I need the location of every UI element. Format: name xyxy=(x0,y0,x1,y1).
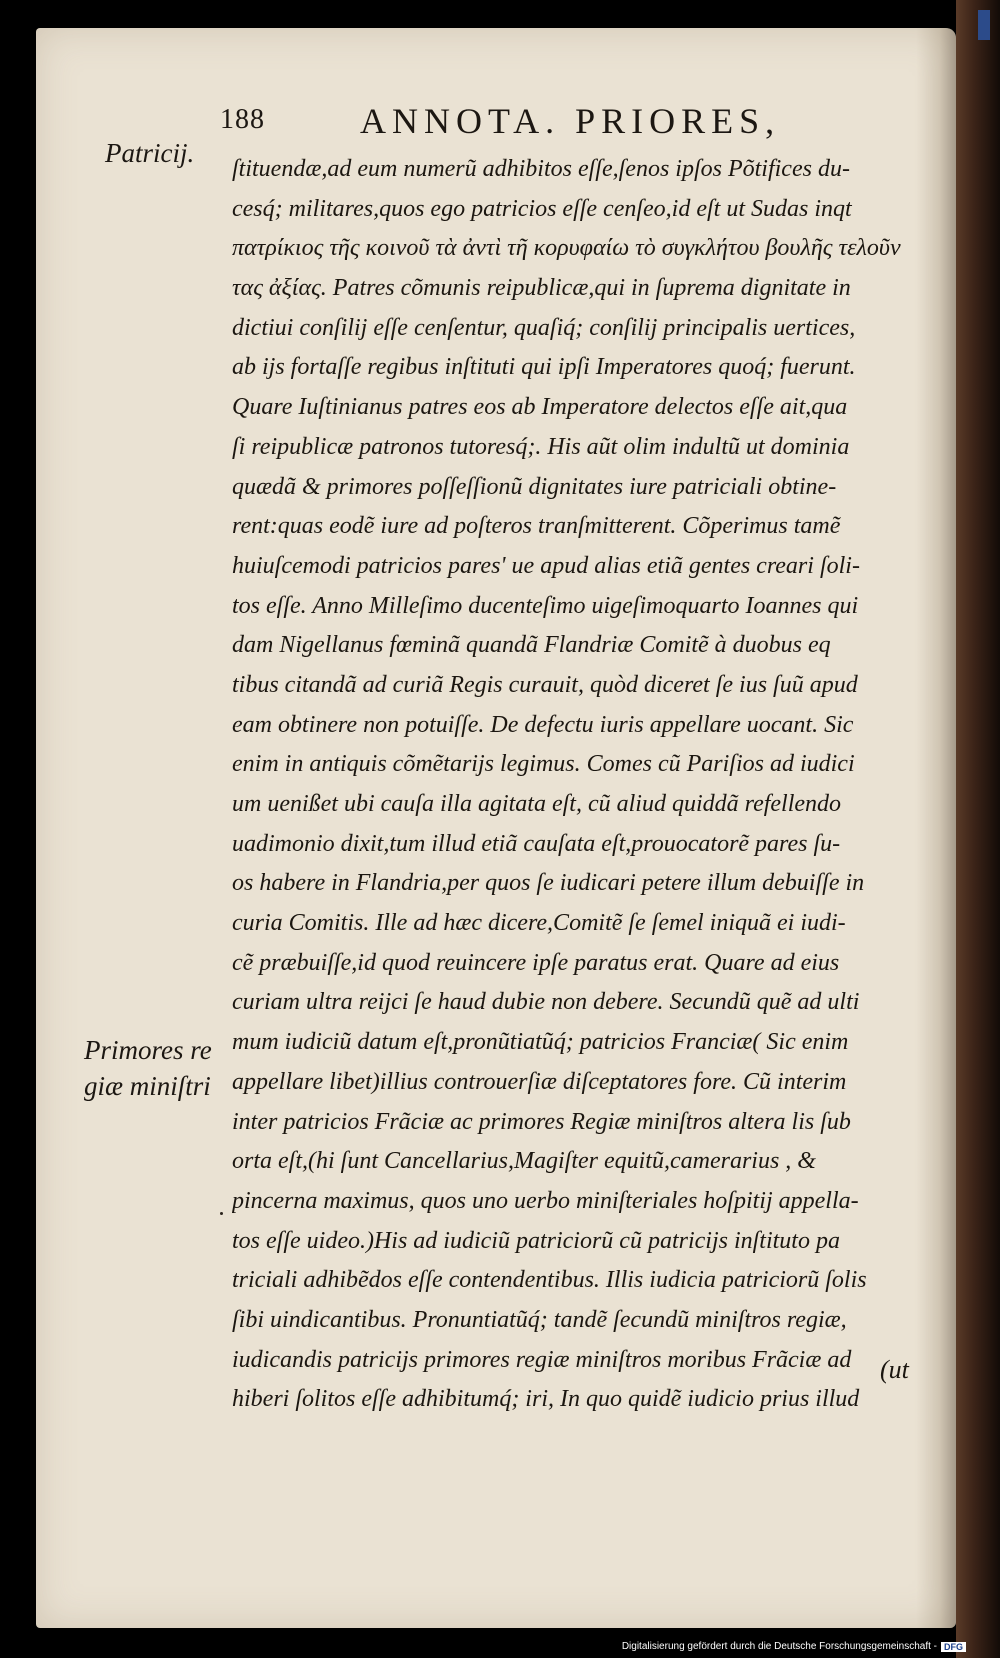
marginal-note-patricij: Patricij. xyxy=(105,138,195,168)
text-line: iudicandis patricijs primores regiæ miniſtros moribus Frãciæ ad xyxy=(232,1346,852,1373)
text-line: inter patricios Frãciæ ac primores Regiæ miniſtros altera lis ſub xyxy=(232,1108,851,1135)
text-line: um uenißet ubi cauſa illa agitata eſt, cũ aliud quiddã refellendo xyxy=(232,791,842,817)
running-head xyxy=(220,100,920,140)
catchword: (ut xyxy=(880,1355,909,1384)
text-line: hiberi ſolitos eſſe adhibitumq́; iri, In quo quidẽ iudicio prius illud xyxy=(232,1386,860,1413)
body-text xyxy=(232,150,952,1420)
text-line: curia Comitis. Ille ad hæc dicere,Comitẽ ſe ſemel iniquã ei iudi- xyxy=(232,910,846,937)
text-line: os habere in Flandria,per quos ſe iudicari petere illum debuiſſe in xyxy=(232,870,865,897)
stray-ink-mark xyxy=(220,1212,223,1215)
marginal-note-ministri: giæ miniſtri xyxy=(84,1071,211,1101)
text-line: curiam ultra reijci ſe haud dubie non debere. Secundũ quẽ ad ulti xyxy=(232,989,860,1016)
digitization-credit xyxy=(622,1641,966,1652)
folio-number: 188 xyxy=(220,104,265,135)
marginal-note-primores: Primores re xyxy=(84,1035,212,1065)
text-line: quædã & primores poſſeſſionũ dignitates iure patriciali obtine- xyxy=(232,473,837,500)
text-line: ſtituendæ,ad eum numerũ adhibitos eſſe,ſenos ipſos Põtifices du- xyxy=(232,156,850,182)
text-line: τας ἀξίας. Patres cõmunis reipublicæ,qui in ſuprema dignitate in xyxy=(232,275,851,302)
text-line: dam Nigellanus fœminã quandã Flandriæ Comitẽ à duobus eq xyxy=(232,632,831,659)
text-line: rent:quas eodẽ iure ad poſteros tranſmitterent. Cõperimus tamẽ xyxy=(232,513,841,540)
text-line: tos eſſe uideo.)His ad iudiciũ patriciorũ cũ patricijs inſtituto pa xyxy=(232,1227,840,1254)
text-line: pincerna maximus, quos uno uerbo miniſteriales hoſpitij appella- xyxy=(232,1187,859,1214)
text-line: ſibi uindicantibus. Pronuntiatũq́; tandẽ ſecundũ miniſtros regiæ, xyxy=(232,1306,847,1333)
text-line: cẽ præbuiſſe,id quod reuincere ipſe paratus erat. Quare ad eius xyxy=(232,949,840,976)
text-line: dictiui conſilij eſſe cenſentur, quaſiq́; conſilij principalis uertices, xyxy=(232,314,856,341)
book-binding xyxy=(956,0,1000,1658)
text-line: mum iudiciũ datum eſt,pronũtiatũq́; patricios Franciæ( Sic enim xyxy=(232,1029,849,1056)
text-line: tos eſſe. Anno Milleſimo ducenteſimo uigeſimoquarto Ioannes qui xyxy=(232,592,859,619)
text-line: tibus citandã ad curiã Regis curauit, quòd diceret ſe ius ſuũ apud xyxy=(232,671,858,698)
text-line: cesq́; militares,quos ego patricios eſſe cenſeo,id eſt ut Sudas inqt xyxy=(232,195,852,222)
bookmark-tab xyxy=(978,10,990,40)
text-line: eam obtinere non potuiſſe. De defectu iuris appellare uocant. Sic xyxy=(232,711,854,738)
text-line: enim in antiquis cõmẽtarijs legimus. Comes cũ Pariſios ad iudici xyxy=(232,751,855,778)
running-head-title: ANNOTA. PRIORES, xyxy=(360,101,781,141)
text-line: appellare libet)illius controuerſiæ diſceptatores fore. Cũ interim xyxy=(232,1068,847,1095)
text-line: ſi reipublicæ patronos tutoresq́;. His aũt olim indultũ ut dominia xyxy=(232,433,850,460)
text-line: ab ijs fortaſſe regibus inſtituti qui ipſi Imperatores quoq́; fuerunt. xyxy=(232,354,856,381)
dfg-logo: DFG xyxy=(941,1642,966,1652)
text-line-greek: πατρίκιος τῆς κοινοῦ τὰ ἀντὶ τῆ κορυφαίω τὸ συγκλήτου βουλῆς τελοῦν xyxy=(232,235,901,262)
text-line: uadimonio dixit,tum illud etiã cauſata eſt,prouocatorẽ pares ſu- xyxy=(232,830,841,857)
credit-text: Digitalisierung gefördert durch die Deutsche Forschungsgemeinschaft - xyxy=(621,1641,937,1652)
text-line: Quare Iuſtinianus patres eos ab Imperatore delectos eſſe ait,qua xyxy=(232,394,848,421)
text-line: triciali adhibẽdos eſſe contendentibus. Illis iudicia patriciorũ ſolis xyxy=(232,1267,867,1294)
text-line: huiuſcemodi patricios pares' ue apud alias etiã gentes creari ſoli- xyxy=(232,552,860,579)
text-line: orta eſt,(hi ſunt Cancellarius,Magiſter equitũ,camerarius , & xyxy=(232,1148,816,1175)
